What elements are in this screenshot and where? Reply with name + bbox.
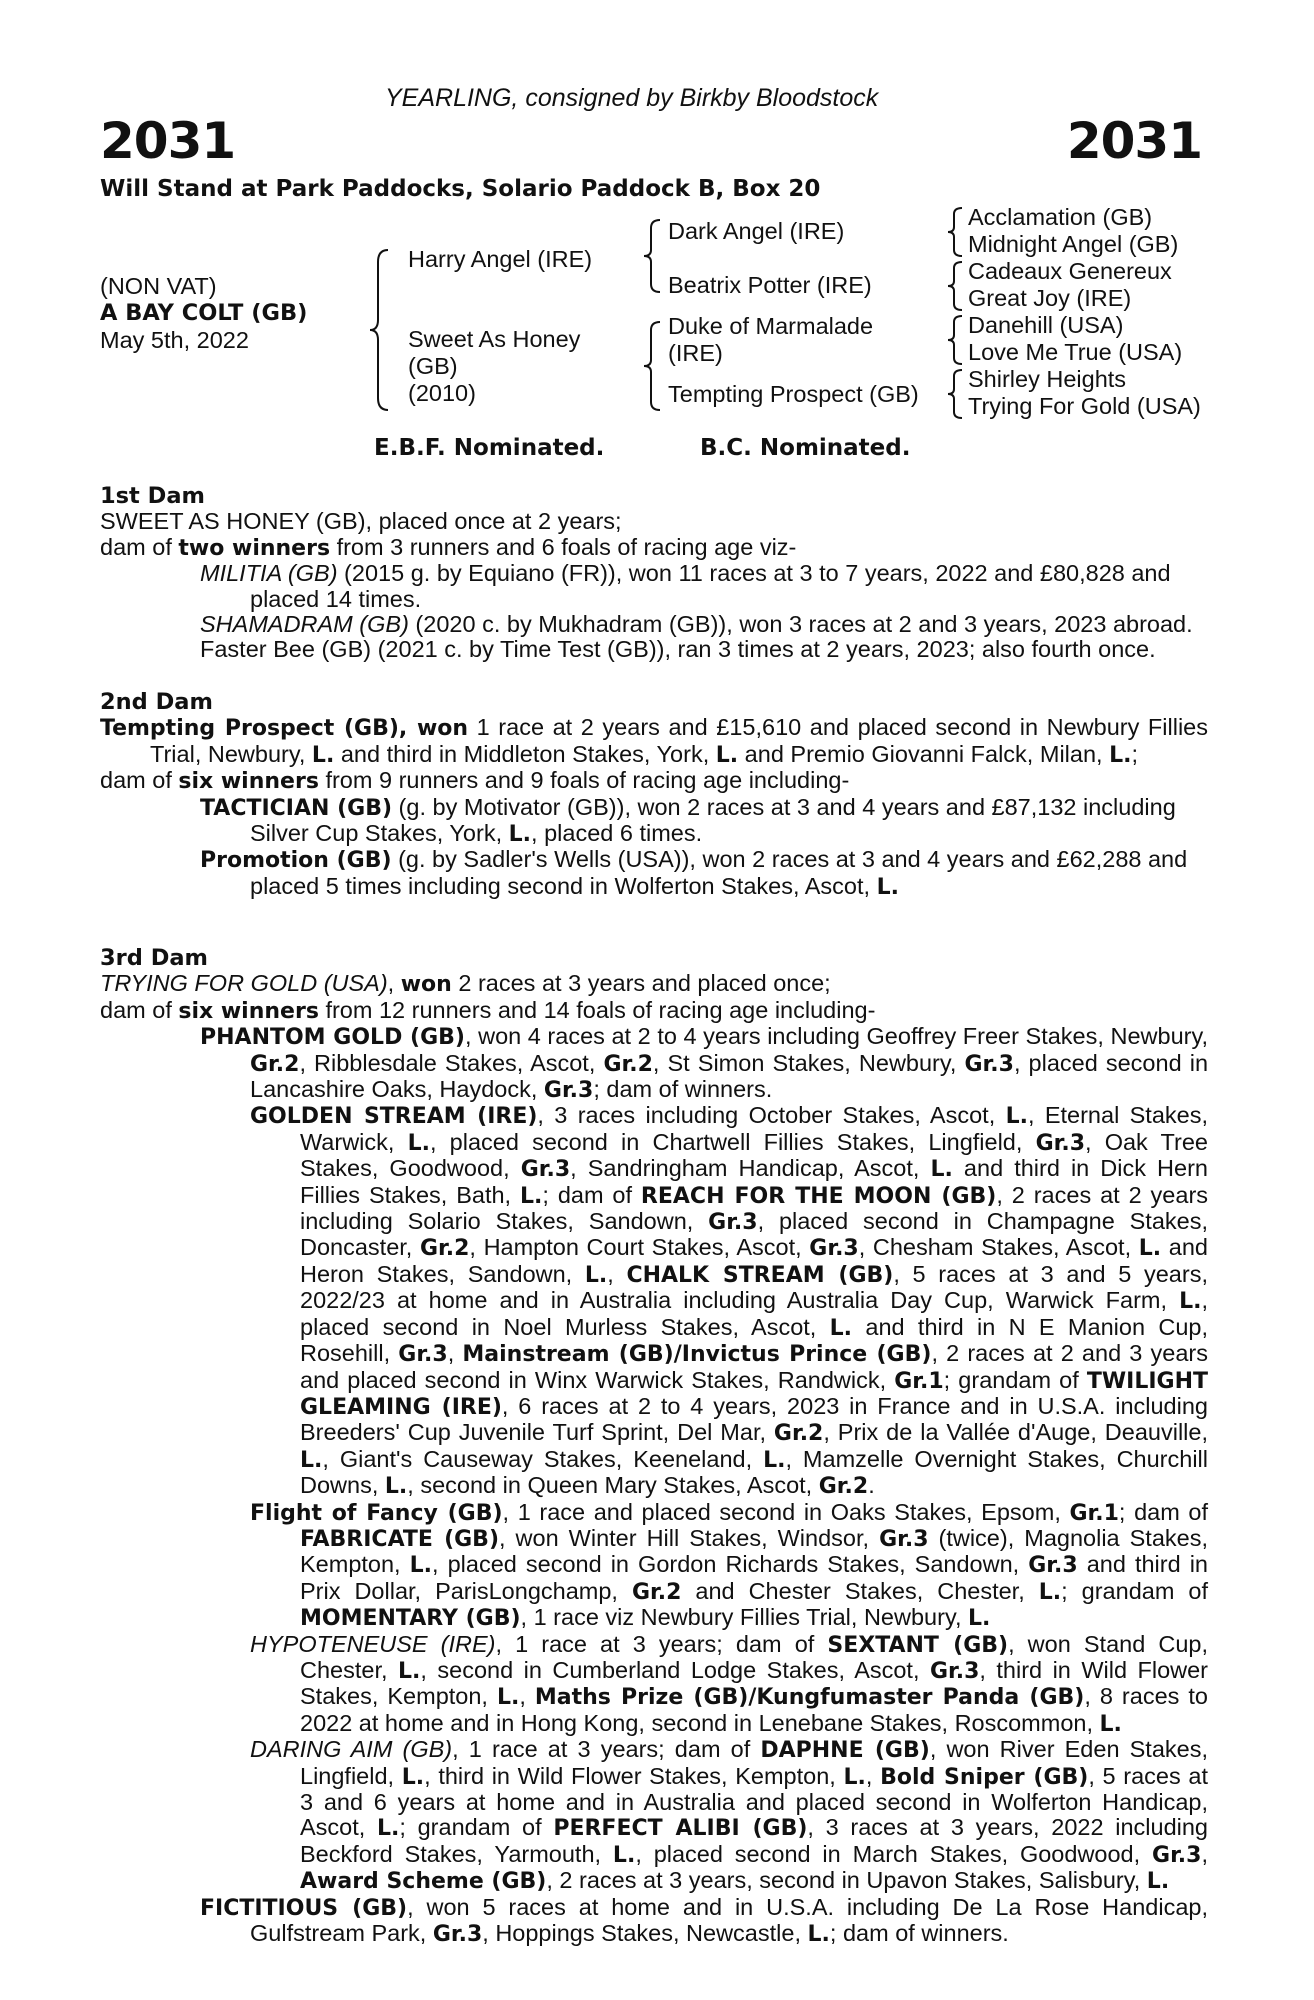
brace-sire <box>642 218 662 294</box>
produce-faster-bee: Faster Bee (GB) (2021 c. by Time Test (GB)), ran 3 times at 2 years, 2023; also fourth once. <box>200 636 1156 663</box>
sire-dam: Beatrix Potter (IRE) <box>668 272 872 298</box>
produce-daring-aim: DARING AIM (GB), 1 race at 3 years; dam of DAPHNE (GB), won River Eden Stakes, Lingfield, L., third in Wild Flower Stakes, Kempton, L., Bold Sniper (GB), 5 races at 3 and 6 years at home and in Australia and placed second in Wolferton Handicap, Ascot, L.; grandam of PERFECT ALIBI (GB), 3 races at 3 years, 2022 including Beckford Stakes, Yarmouth, L., placed second in March Stakes, Goodwood, Gr.3, Award Scheme (GB), 2 races at 3 years, second in Upavon Stakes, Salisbury, L. <box>250 1736 1209 1895</box>
lot-number-right: 2031 <box>1066 112 1202 170</box>
brace-dam <box>642 320 662 412</box>
brace-gen1 <box>368 248 390 412</box>
brace-g1 <box>946 206 964 258</box>
produce-shamadram: SHAMADRAM (GB) (2020 c. by Mukhadram (GB)), won 3 races at 2 and 3 years, 2023 abroad. <box>200 611 1193 638</box>
produce-flight-of-fancy: Flight of Fancy (GB), 1 race and placed second in Oaks Stakes, Epsom, Gr.1; dam of FABRICATE (GB), won Winter Hill Stakes, Windsor, Gr.3 (twice), Magnolia Stakes, Kempton, L., placed second in Gordon Richards Stakes, Sandown, Gr.3 and third in Prix Dollar, ParisLongchamp, Gr.2 and Chester Stakes, Chester, L.; grandam of MOMENTARY (GB), 1 race viz Newbury Fillies Trial, Newbury, L. <box>250 1498 1209 1632</box>
lot-number-left: 2031 <box>100 112 236 170</box>
brace-g4 <box>946 368 964 420</box>
ebf-nomination: E.B.F. Nominated. <box>374 435 605 461</box>
dam-name-line1: Sweet As Honey <box>408 326 581 352</box>
gen3-3: Cadeaux Genereux <box>968 258 1172 284</box>
gen3-2: Midnight Angel (GB) <box>968 231 1179 257</box>
gen3-5: Danehill (USA) <box>968 312 1124 338</box>
produce-fictitious: FICTITIOUS (GB), won 5 races at home and in U.S.A. including De La Rose Handicap, Gulfstream Park, Gr.3, Hoppings Stakes, Newcastle, L.; dam of winners. <box>200 1893 1208 1948</box>
produce-militia: MILITIA (GB) (2015 g. by Equiano (FR)), won 11 races at 3 to 7 years, 2022 and £80,828 and placed 14 times. <box>200 560 1171 612</box>
second-dam-summary: Tempting Prospect (GB), won 1 race at 2 years and £15,610 and placed second in Newbury Fillies Trial, Newbury, L. and third in Middleton Stakes, York, L. and Premio Giovanni Falck, Milan, L.; <box>100 714 1208 768</box>
brace-g2 <box>946 260 964 312</box>
dam-year: (2010) <box>408 380 476 406</box>
dam-name-line2: (GB) <box>408 353 458 379</box>
gen3-6: Love Me True (USA) <box>968 339 1183 365</box>
gen3-8: Trying For Gold (USA) <box>968 393 1201 419</box>
produce-promotion: Promotion (GB) (g. by Sadler's Wells (USA)), won 2 races at 3 and 4 years and £62,288 and placed 5 times including second in Wolferton Stakes, Ascot, L. <box>200 846 1188 900</box>
dam-sire-line2: (IRE) <box>668 340 723 366</box>
produce-hypoteneuse: HYPOTENEUSE (IRE), 1 race at 3 years; dam of SEXTANT (GB), won Stand Cup, Chester, L., second in Cumberland Lodge Stakes, Ascot, Gr.3, third in Wild Flower Stakes, Kempton, L., Maths Prize (GB)/Kungfumaster Panda (GB), 8 races to 2022 at home and in Hong Kong, second in Lenebane Stakes, Roscommon, L. <box>250 1630 1208 1737</box>
second-dam-section <box>100 690 1208 900</box>
dam-dam: Tempting Prospect (GB) <box>668 381 919 407</box>
foaling-date: May 5th, 2022 <box>100 327 249 353</box>
subject-name: A BAY COLT (GB) <box>100 300 308 326</box>
first-dam-summary: SWEET AS HONEY (GB), placed once at 2 years; <box>100 508 622 535</box>
gen3-1: Acclamation (GB) <box>968 204 1153 230</box>
sire-name: Harry Angel (IRE) <box>408 246 593 272</box>
gen3-7: Shirley Heights <box>968 366 1127 392</box>
produce-golden-stream: GOLDEN STREAM (IRE), 3 races including October Stakes, Ascot, L., Eternal Stakes, Warwick, L., placed second in Chartwell Fillies Stakes, Lingfield, Gr.3, Oak Tree Stakes, Goodwood, Gr.3, Sandringham Handicap, Ascot, L. and third in Dick Hern Fillies Stakes, Bath, L.; dam of REACH FOR THE MOON (GB), 2 races at 2 years including Solario Stakes, Sandown, Gr.3, placed second in Champagne Stakes, Doncaster, Gr.2, Hampton Court Stakes, Ascot, Gr.3, Chesham Stakes, Ascot, L. and Heron Stakes, Sandown, L., CHALK STREAM (GB), 5 races at 3 and 5 years, 2022/23 at home and in Australia including Australia Day Cup, Warwick Farm, L., placed second in Noel Murless Stakes, Ascot, L. and third in N E Manion Cup, Rosehill, Gr.3, Mainstream (GB)/Invictus Prince (GB), 2 races at 2 and 3 years and placed second in Winx Warwick Stakes, Randwick, Gr.1; grandam of TWILIGHT GLEAMING (IRE), 6 races at 2 to 4 years, 2023 in France and in U.S.A. including Breeders' Cup Juvenile Turf Sprint, Del Mar, Gr.2, Prix de la Vallée d'Auge, Deauville, L., Giant's Causeway Stakes, Keeneland, L., Mamzelle Overnight Stakes, Churchill Downs, L., second in Queen Mary Stakes, Ascot, Gr.2. <box>250 1102 1209 1500</box>
gen3-4: Great Joy (IRE) <box>968 285 1132 311</box>
consignment-line: YEARLING, consigned by Birkby Bloodstock <box>385 84 879 112</box>
third-dam-produce: dam of six winners from 12 runners and 14 foals of racing age including- <box>100 996 876 1024</box>
dam-sire-line1: Duke of Marmalade <box>668 313 874 339</box>
third-dam-section <box>100 946 1208 1947</box>
first-dam-heading: 1st Dam <box>100 483 205 509</box>
stand-location: Will Stand at Park Paddocks, Solario Paddock B, Box 20 <box>100 176 821 202</box>
first-dam-produce: dam of two winners from 3 runners and 6 foals of racing age viz- <box>100 533 797 561</box>
third-dam-heading: 3rd Dam <box>100 945 208 971</box>
third-dam-summary: TRYING FOR GOLD (USA), won 2 races at 3 years and placed once; <box>100 970 831 998</box>
bc-nomination: B.C. Nominated. <box>700 435 911 461</box>
brace-g3 <box>946 314 964 366</box>
second-dam-heading: 2nd Dam <box>100 689 213 715</box>
second-dam-produce: dam of six winners from 9 runners and 9 foals of racing age including- <box>100 767 850 795</box>
produce-tactician: TACTICIAN (GB) (g. by Motivator (GB)), won 2 races at 3 and 4 years and £87,132 including Silver Cup Stakes, York, L., placed 6 times. <box>200 793 1176 848</box>
first-dam-section <box>100 484 1208 663</box>
vat-status: (NON VAT) <box>100 273 217 299</box>
produce-phantom-gold: PHANTOM GOLD (GB), won 4 races at 2 to 4 years including Geoffrey Freer Stakes, Newbury, Gr.2, Ribblesdale Stakes, Ascot, Gr.2, St Simon Stakes, Newbury, Gr.3, placed second in Lancashire Oaks, Haydock, Gr.3; dam of winners. <box>200 1023 1209 1104</box>
sire-sire: Dark Angel (IRE) <box>668 218 845 244</box>
